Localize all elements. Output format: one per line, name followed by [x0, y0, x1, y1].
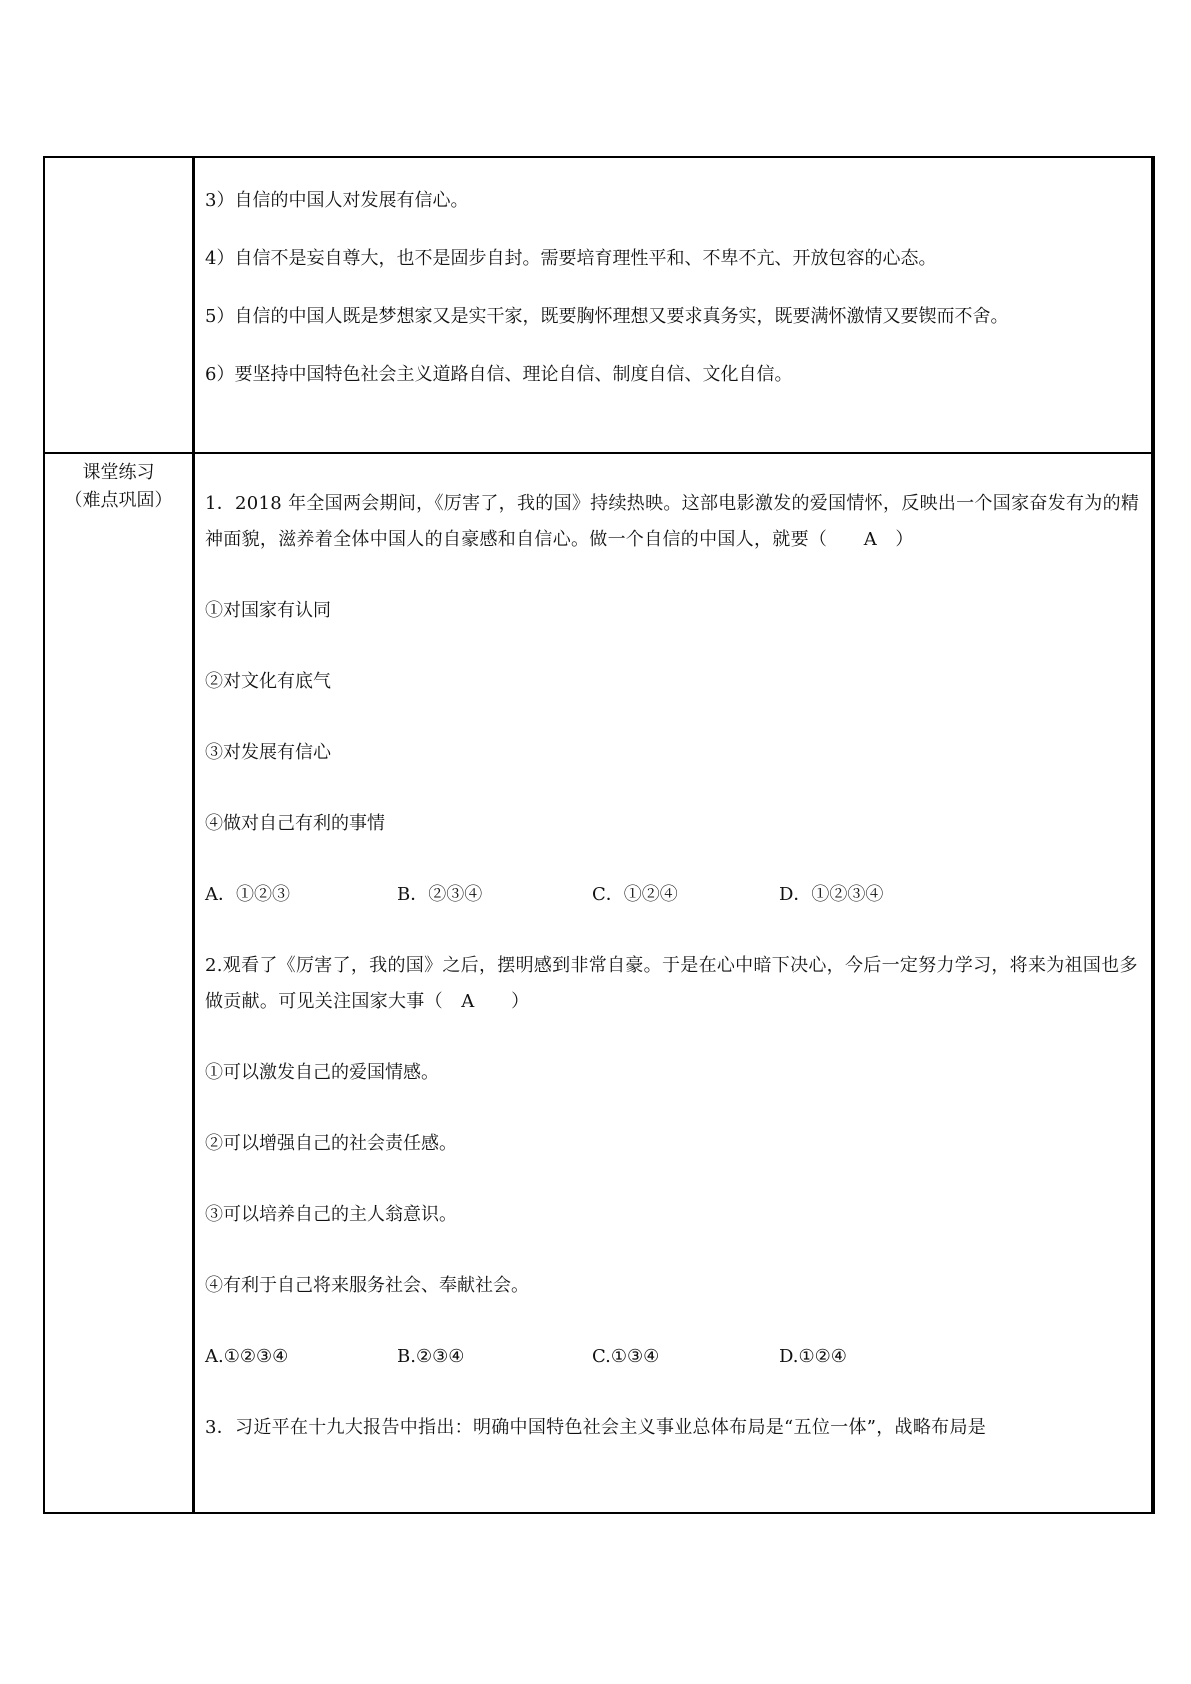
table-column-divider	[192, 156, 195, 1514]
table-border-right	[1151, 156, 1155, 1514]
point-item: 5）自信的中国人既是梦想家又是实干家，既要胸怀理想又要求真务实，既要满怀激情又要锲而不舍。	[205, 306, 1009, 327]
option-a: A.①②③④	[205, 1346, 289, 1367]
question-1-options	[205, 877, 1145, 913]
option-a: A．①②③	[205, 884, 290, 905]
question-1-item: ③对发展有信心	[205, 742, 331, 763]
table-row-divider	[43, 452, 1155, 454]
section-label	[45, 459, 192, 515]
table-border-bottom	[43, 1512, 1155, 1514]
question-2-item: ①可以激发自己的爱国情感。	[205, 1062, 439, 1083]
confidence-points	[205, 186, 1145, 390]
option-d: D．①②③④	[779, 884, 884, 905]
point-item: 6）要坚持中国特色社会主义道路自信、理论自信、制度自信、文化自信。	[205, 364, 793, 385]
question-3-stem: 3．习近平在十九大报告中指出：明确中国特色社会主义事业总体布局是“五位一体”，战略布局是	[205, 1417, 987, 1438]
question-1-item: ①对国家有认同	[205, 600, 331, 621]
option-b: B.②③④	[397, 1346, 465, 1367]
question-2-item: ③可以培养自己的主人翁意识。	[205, 1204, 457, 1225]
section-label-title: 课堂练习	[82, 462, 155, 483]
option-b: B．②③④	[397, 884, 483, 905]
question-2-item: ②可以增强自己的社会责任感。	[205, 1133, 457, 1154]
table-border-left	[43, 156, 45, 1514]
question-1-item: ④做对自己有利的事情	[205, 813, 385, 834]
question-2-options	[205, 1339, 1145, 1375]
section-label-subtitle: （难点巩固）	[64, 490, 173, 511]
option-c: C.①③④	[592, 1346, 660, 1367]
point-item: 4）自信不是妄自尊大，也不是固步自封。需要培育理性平和、不卑不亢、开放包容的心态。	[205, 248, 937, 269]
point-item: 3）自信的中国人对发展有信心。	[205, 190, 469, 211]
worksheet-table	[43, 156, 1155, 1514]
question-2-stem: 2.观看了《厉害了，我的国》之后，摆明感到非常自豪。于是在心中暗下决心，今后一定努力学习，将来为祖国也多做贡献。可见关注国家大事（ A ）	[205, 955, 1138, 1012]
question-1-stem: 1．2018 年全国两会期间，《厉害了，我的国》持续热映。这部电影激发的爱国情怀，反映出一个国家奋发有为的精神面貌，滋养着全体中国人的自豪感和自信心。做一个自信的中国人，就要（ A ）	[205, 493, 1140, 550]
table-border-top	[43, 156, 1155, 158]
option-c: C．①②④	[592, 884, 678, 905]
question-1-item: ②对文化有底气	[205, 671, 331, 692]
practice-questions	[205, 486, 1145, 1481]
option-d: D.①②④	[779, 1346, 847, 1367]
question-2-item: ④有利于自己将来服务社会、奉献社会。	[205, 1275, 529, 1296]
